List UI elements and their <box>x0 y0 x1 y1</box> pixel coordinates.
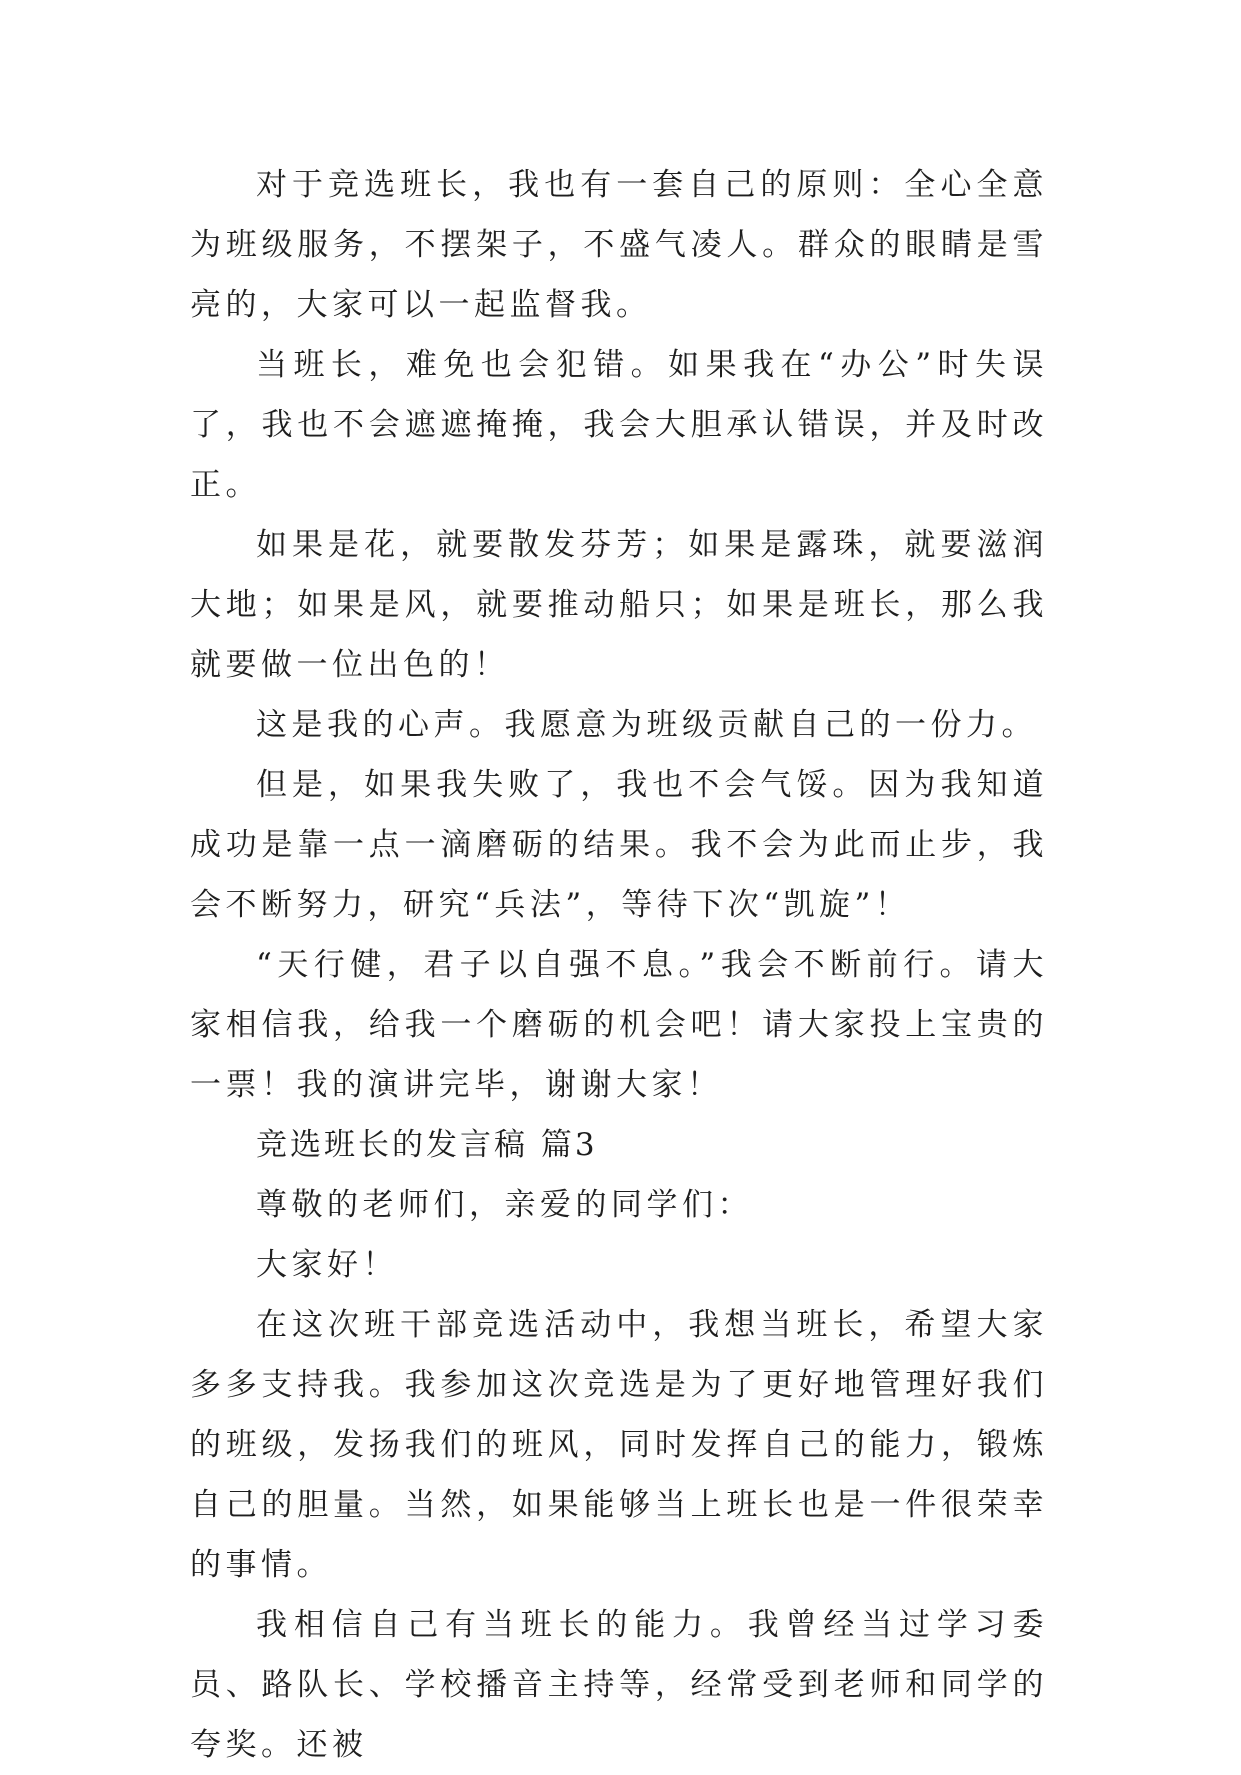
salutation-line: 大家好！ <box>256 1247 398 1283</box>
document-body <box>190 155 1048 1775</box>
section-heading: 竞选班长的发言稿 篇3 <box>256 1127 598 1163</box>
paragraph-campaign: 在这次班干部竞选活动中，我想当班长，希望大家多多支持我。我参加这次竞选是为了更好地管理好我们的班级，发扬我们的班风，同时发挥自己的能力，锻炼自己的胆量。当然，如果能够当上班长也是一件很荣幸的事情。 <box>190 1307 1048 1583</box>
paragraph-failure: 但是，如果我失败了，我也不会气馁。因为我知道成功是靠一点一滴磨砺的结果。我不会为此而止步，我会不断努力，研究“兵法”，等待下次“凯旋”！ <box>190 767 1048 923</box>
paragraph-closing: “天行健，君子以自强不息。”我会不断前行。请大家相信我，给我一个磨砺的机会吧！请大家投上宝贵的一票！我的演讲完毕，谢谢大家！ <box>190 947 1048 1103</box>
greeting-line: 尊敬的老师们，亲爱的同学们： <box>256 1187 753 1223</box>
paragraph-principles: 对于竞选班长，我也有一套自己的原则：全心全意为班级服务，不摆架子，不盛气凌人。群众的眼睛是雪亮的，大家可以一起监督我。 <box>190 167 1048 323</box>
paragraph-metaphors: 如果是花，就要散发芬芳；如果是露珠，就要滋润大地；如果是风，就要推动船只；如果是班长，那么我就要做一位出色的！ <box>190 527 1048 683</box>
paragraph-mistakes: 当班长，难免也会犯错。如果我在“办公”时失误了，我也不会遮遮掩掩，我会大胆承认错误，并及时改正。 <box>190 347 1048 503</box>
paragraph-ability: 我相信自己有当班长的能力。我曾经当过学习委员、路队长、学校播音主持等，经常受到老师和同学的夸奖。还被 <box>190 1607 1048 1763</box>
paragraph-heart: 这是我的心声。我愿意为班级贡献自己的一份力。 <box>256 707 1037 743</box>
